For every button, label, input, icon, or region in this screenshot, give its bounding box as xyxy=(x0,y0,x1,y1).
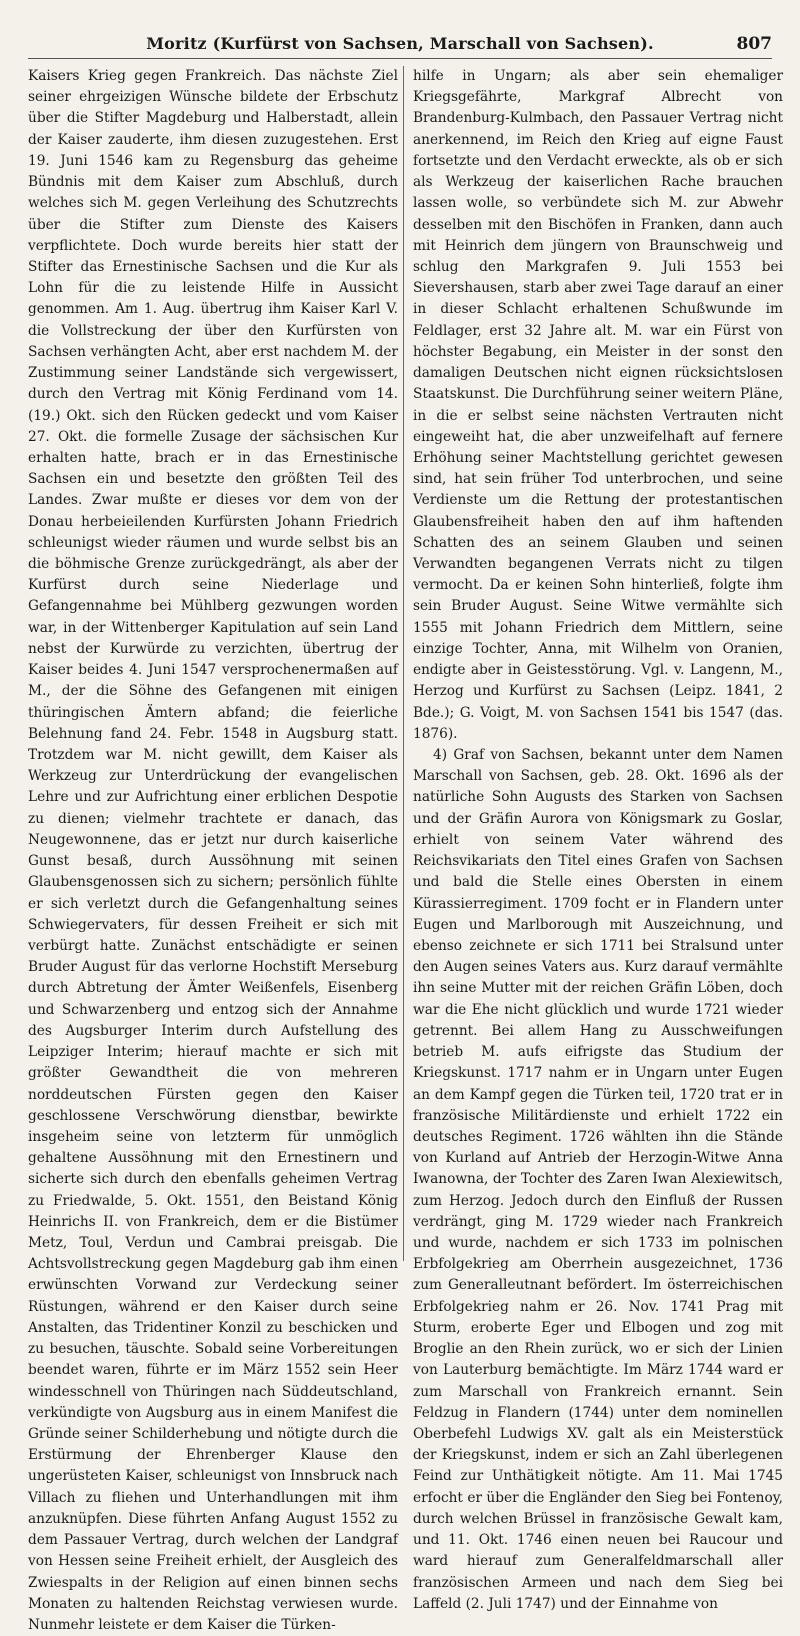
column-divider xyxy=(403,66,404,1261)
running-header xyxy=(28,34,772,59)
paragraph: 4) Graf von Sachsen, bekannt unter dem Namen Marschall von Sachsen, geb. 28. Okt. 1696 als der natürliche Sohn Augusts des Starken von Sachsen und der Gräfin Aurora von Königsmark zu Goslar, erhielt von seinem Vater während des Reichsvikariats den Titel eines Grafen von Sachsen und bald die Stelle eines Obersten in einem Kürassierregiment. 1709 focht er in Flandern unter Eugen und Marlborough mit Auszeichnung, und ebenso zeichnete er sich 1711 bei Stralsund unter den Augen seines Vaters aus. Kurz darauf vermählte ihn seine Mutter mit der reichen Gräfin Löben, doch war die Ehe nicht glücklich und wurde 1721 wieder getrennt. Bei allem Hang zu Ausschweifungen betrieb M. aufs eifrigste das Studium der Kriegskunst. 1717 nahm er in Ungarn unter Eugen an dem Kampf gegen die Türken teil, 1720 trat er in französische Militärdienste und erhielt 1722 ein deutsches Regiment. 1726 wählten ihn die Stände von Kurland auf Antrieb der Herzogin-Witwe Anna Iwanowna, der Tochter des Zaren Iwan Alexiewitsch, zum Herzog. Jedoch durch den Einfluß der Russen verdrängt, ging M. 1729 wieder nach Frankreich und wurde, nachdem er sich 1733 im polnischen Erbfolgekrieg am Oberrhein ausgezeichnet, 1736 zum Generalleutnant befördert. Im österreichischen Erbfolgekrieg nahm er 26. Nov. 1741 Prag mit Sturm, eroberte Eger und Elbogen und zog mit Broglie an den Rhein zurück, wo er sich der Linien von Lauterburg bemächtigte. Im März 1744 ward er zum Marschall von Frankreich ernannt. Sein Feldzug in Flandern (1744) unter dem nominellen Oberbefehl Ludwigs XV. galt als ein Meisterstück der Kriegskunst, indem er sich an Zahl überlegenen Feind zur Unthätigkeit nötigte. Am 11. Mai 1745 erfocht er über die Engländer den Sieg bei Fontenoy, durch welchen Brüssel in französische Gewalt kam, und 11. Okt. 1746 einen neuen bei Raucour und ward hierauf zum Generalfeldmarschall aller französischen Armeen und nach dem Sieg bei Laffeld (2. Juli 1747) und der Einnahme von xyxy=(413,747,783,1612)
text-column-right xyxy=(413,66,783,1612)
text-column-left xyxy=(28,66,398,1633)
header-title: Moritz (Kurfürst von Sachsen, Marschall von Sachsen). xyxy=(146,34,654,53)
page-number: 807 xyxy=(736,34,772,54)
paragraph: Kaisers Krieg gegen Frankreich. Das nächste Ziel seiner ehrgeizigen Wünsche bildete der Erbschutz über die Stifter Magdeburg und Halberstadt, allein der Kaiser zauderte, ihm diesen zuzugestehen. Erst 19. Juni 1546 kam zu Regensburg das geheime Bündnis mit dem Kaiser zum Abschluß, durch welches sich M. gegen Verleihung des Schutzrechts über die Stifter zum Dienste des Kaisers verpflichtete. Doch wurde bereits hier statt der Stifter das Ernestinische Sachsen und die Kur als Lohn für die zu leistende Hilfe in Aussicht genommen. Am 1. Aug. übertrug ihm Kaiser Karl V. die Vollstreckung der über den Kurfürsten von Sachsen verhängten Acht, aber erst nachdem M. der Zustimmung seiner Landstände sich vergewissert, durch den Vertrag mit König Ferdinand vom 14. (19.) Okt. sich den Rücken gedeckt und vom Kaiser 27. Okt. die formelle Zusage der sächsischen Kur erhalten hatte, brach er in das Ernestinische Sachsen ein und besetzte den größten Teil des Landes. Zwar mußte er dieses vor dem von der Donau herbeieilenden Kurfürsten Johann Friedrich schleunigst wieder räumen und wurde selbst bis an die böhmische Grenze zurückgedrängt, als aber der Kurfürst durch seine Niederlage und Gefangennahme bei Mühlberg gezwungen worden war, in der Wittenberger Kapitulation auf sein Land nebst der Kurwürde zu verzichten, übertrug der Kaiser beides 4. Juni 1547 versprochenermaßen auf M., der die Söhne des Gefangenen mit einigen thüringischen Ämtern abfand; die feierliche Belehnung fand 24. Febr. 1548 in Augsburg statt. Trotzdem war M. nicht gewillt, dem Kaiser als Werkzeug zur Unterdrückung der evangelischen Lehre und zur Aufrichtung einer erblichen Despotie zu dienen; vielmehr trachtete er danach, das Neugewonnene, das er jetzt nur durch kaiserliche Gunst besaß, durch Aussöhnung mit seinen Glaubensgenossen sich zu sichern; persönlich fühlte er sich verletzt durch die Gefangenhaltung seines Schwiegervaters, für dessen Freiheit er sich mit verbürgt hatte. Zunächst entschädigte er seinen Bruder August für das verlorne Hochstift Merseburg durch Abtretung der Ämter Weißenfels, Eisenberg und Schwarzenberg und entzog sich der Annahme des Augsburger Interim durch Aufstellung des Leipziger Interim; hierauf machte er sich mit größter Gewandtheit die von mehreren norddeutschen Fürsten gegen den Kaiser geschlossene Verschwörung dienstbar, bewirkte insgeheim seine von letzterm für unmöglich gehaltene Aussöhnung mit den Ernestinern und sicherte sich durch den ebenfalls geheimen Vertrag zu Friedwalde, 5. Okt. 1551, den Beistand König Heinrichs II. von Frankreich, dem er die Bistümer Metz, Toul, Verdun und Cambrai preisgab. Die Achtsvollstreckung gegen Magdeburg gab ihm einen erwünschten Vorwand zur Verdeckung seiner Rüstungen, während er den Kaiser durch seine Anstalten, das Tridentiner Konzil zu beschicken und zu besuchen, täuschte. Sobald seine Vorbereitungen beendet waren, führte er im März 1552 sein Heer windesschnell von Thüringen nach Süddeutschland, verkündigte von Augsburg aus in einem Manifest die Gründe seiner Schilderhebung und nötigte durch die Erstürmung der Ehrenberger Klause den ungerüsteten Kaiser, schleunigst von Innsbruck nach Villach zu fliehen und Unterhandlungen mit ihm anzuknüpfen. Diese führten Anfang August 1552 zu dem Passauer Vertrag, durch welchen der Landgraf von Hessen seine Freiheit erhielt, der Ausgleich des Zwiespalts in der Religion auf einen binnen sechs Monaten zu haltenden Reichstag verwiesen wurde. Nunmehr leistete er dem Kaiser die Türken- xyxy=(28,68,398,1633)
paragraph: hilfe in Ungarn; als aber sein ehemaliger Kriegsgefährte, Markgraf Albrecht von Brandenburg-Kulmbach, den Passauer Vertrag nicht anerkennend, im Reich den Krieg auf eigne Faust fortsetzte und den Verdacht erweckte, als ob er sich als Werkzeug der kaiserlichen Rache brauchen lassen wolle, so verbündete sich M. zur Abwehr desselben mit den Bischöfen in Franken, dann auch mit Heinrich dem jüngern von Braunschweig und schlug den Markgrafen 9. Juli 1553 bei Sievershausen, starb aber zwei Tage darauf an einer in dieser Schlacht erhaltenen Schußwunde im Feldlager, erst 32 Jahre alt. M. war ein Fürst von höchster Begabung, ein Meister in der sonst den damaligen Deutschen nicht eignen rücksichtslosen Staatskunst. Die Durchführung seiner weitern Pläne, in die er selbst seine nächsten Vertrauten nicht eingeweiht hat, die aber unzweifelhaft auf fernere Erhöhung seiner Machtstellung gerichtet gewesen sind, hat sein früher Tod unterbrochen, und seine Verdienste um die Rettung der protestantischen Glaubensfreiheit haben den auf ihm haftenden Schatten des an seinem Glauben und seinen Verwandten begangenen Verrats nicht zu tilgen vermocht. Da er keinen Sohn hinterließ, folgte ihm sein Bruder August. Seine Witwe vermählte sich 1555 mit Johann Friedrich dem Mittlern, seine einzige Tochter, Anna, mit Wilhelm von Oranien, endigte aber in Geistesstörung. Vgl. v. Langenn, M., Herzog und Kurfürst zu Sachsen (Leipz. 1841, 2 Bde.); G. Voigt, M. von Sachsen 1541 bis 1547 (das. 1876). xyxy=(413,68,783,742)
